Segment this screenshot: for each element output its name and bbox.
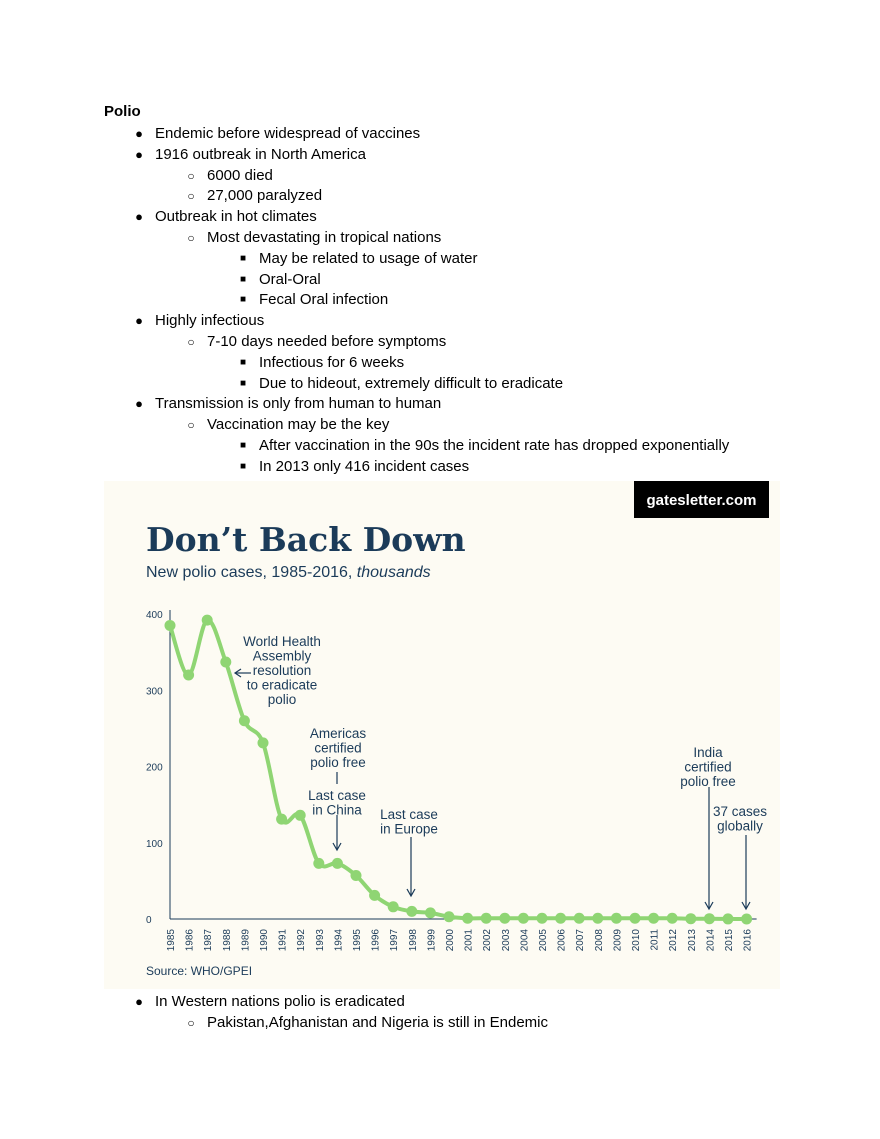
y-tick-label: 400	[146, 610, 163, 621]
data-point	[685, 913, 696, 924]
chart-source: Source: WHO/GPEI	[146, 964, 253, 978]
bullet-item-level-3	[239, 290, 389, 310]
section-title: Polio	[104, 103, 141, 120]
chart-title: Don’t Back Down	[146, 520, 466, 559]
y-tick-label: 300	[146, 686, 163, 698]
bullet-item-level-3	[239, 457, 470, 477]
annotation-wha: Assembly	[252, 648, 312, 664]
bullet-marker-icon: ●	[135, 209, 143, 225]
x-tick-label: 1995	[352, 929, 363, 952]
bullet-marker-icon: ○	[187, 231, 195, 245]
bullet-marker-icon: ○	[187, 189, 195, 204]
x-tick-label: 1985	[166, 929, 177, 952]
brand-badge-text: gatesletter.com	[646, 492, 757, 509]
x-tick-label: 1993	[314, 929, 326, 952]
data-point	[369, 890, 380, 901]
bullet-marker-icon: ●	[135, 313, 143, 329]
polio-chart-figure	[104, 481, 780, 989]
annotation-americas: polio free	[310, 755, 366, 770]
bullet-item-level-3	[239, 353, 405, 373]
bullet-marker-icon: ○	[187, 1015, 195, 1030]
annotation-cases: 37 cases	[712, 804, 768, 819]
bullet-item-level-1	[135, 311, 265, 331]
x-tick-label: 2001	[463, 929, 475, 952]
x-tick-label: 1989	[240, 929, 252, 952]
bullet-item-level-2	[187, 332, 447, 352]
bullet-text: Fecal Oral infection	[259, 291, 389, 309]
bullet-text: Vaccination may be the key	[207, 416, 390, 434]
bullet-text: After vaccination in the 90s the incident rate has dropped exponentially	[259, 437, 730, 454]
bullet-marker-icon: ■	[239, 294, 247, 306]
x-tick-label: 2009	[612, 929, 624, 952]
x-tick-label: 1992	[296, 929, 308, 952]
data-point	[351, 870, 362, 881]
x-tick-label: 1991	[277, 929, 289, 952]
x-tick-label: 1999	[426, 929, 438, 952]
data-point	[276, 814, 287, 825]
data-point	[425, 907, 436, 918]
data-point	[313, 858, 324, 869]
x-tick-label: 2000	[445, 929, 456, 952]
x-tick-label: 2015	[724, 929, 735, 952]
data-point	[239, 715, 250, 726]
data-point	[518, 913, 529, 924]
data-point	[295, 810, 306, 821]
bullet-text: 7-10 days needed before symptoms	[207, 333, 447, 350]
annotation-india: polio free	[680, 774, 736, 789]
x-tick-label: 2011	[649, 929, 661, 951]
y-tick-label: 200	[146, 762, 163, 774]
bullet-item-level-1	[135, 124, 421, 144]
bullet-marker-icon: ○	[187, 418, 195, 433]
bullet-text: Due to hideout, extremely difficult to eradicate	[259, 374, 564, 392]
bullet-marker-icon: ○	[187, 335, 195, 349]
x-tick-label: 1988	[221, 929, 233, 952]
bullet-text: Outbreak in hot climates	[155, 208, 317, 226]
data-point	[406, 906, 417, 917]
bullet-text: Endemic before widespread of vaccines	[155, 125, 421, 142]
bullet-text: Transmission is only from human to human	[155, 395, 442, 413]
x-tick-label: 1998	[407, 929, 419, 952]
annotation-cases: globally	[717, 818, 763, 834]
data-point	[444, 911, 455, 922]
bullet-text: 1916 outbreak in North America	[155, 145, 366, 163]
annotation-india: certified	[684, 759, 732, 775]
data-point	[332, 858, 343, 869]
y-tick-label: 100	[146, 838, 163, 850]
data-point	[630, 913, 641, 924]
data-point	[741, 913, 752, 924]
bullet-item-level-1	[135, 207, 317, 227]
x-tick-label: 1996	[370, 929, 382, 952]
data-point	[574, 913, 585, 924]
bullet-text: In Western nations polio is eradicated	[155, 993, 405, 1010]
bullet-item-level-3	[239, 436, 730, 456]
x-tick-label: 1990	[259, 929, 270, 952]
bullet-item-level-1	[135, 145, 366, 165]
data-point	[165, 620, 176, 631]
x-tick-label: 2010	[631, 929, 642, 952]
chart-subtitle-main: New polio cases, 1985-2016,	[146, 564, 357, 581]
x-tick-label: 2002	[482, 929, 494, 952]
x-tick-label: 1994	[333, 929, 345, 952]
bullet-text: Highly infectious	[155, 312, 265, 330]
x-tick-label: 2003	[500, 929, 512, 952]
annotation-wha: World Health	[243, 634, 321, 649]
annotation-americas: certified	[314, 740, 362, 756]
data-point	[220, 657, 231, 668]
bullet-marker-icon: ●	[135, 994, 143, 1009]
bullet-text: In 2013 only 416 incident cases	[259, 457, 470, 475]
data-point	[462, 913, 473, 924]
bullet-marker-icon: ■	[239, 377, 247, 389]
bullet-item-level-3	[239, 249, 478, 269]
data-point	[481, 913, 492, 924]
bullet-text: Pakistan,Afghanistan and Nigeria is still in Endemic	[207, 1013, 549, 1031]
x-tick-label: 2014	[705, 929, 717, 952]
bullet-item-level-3	[239, 270, 321, 290]
bullet-marker-icon: ●	[135, 396, 143, 412]
bullet-text: Most devastating in tropical nations	[207, 229, 442, 246]
annotation-europe: in Europe	[380, 821, 438, 837]
bullet-marker-icon: ■	[239, 252, 247, 264]
data-point	[555, 913, 566, 924]
bullet-marker-icon: ■	[239, 356, 247, 368]
x-tick-label: 2008	[593, 929, 605, 952]
x-tick-label: 2004	[519, 929, 531, 952]
bullet-item-level-2	[187, 1013, 549, 1033]
chart-subtitle-units: thousands	[356, 564, 431, 581]
data-point	[723, 913, 734, 924]
x-tick-label: 2016	[742, 929, 754, 952]
data-point	[704, 913, 715, 924]
annotation-wha: resolution	[252, 663, 312, 678]
x-tick-label: 2012	[668, 929, 680, 952]
bullet-marker-icon: ○	[187, 168, 195, 183]
annotation-americas: Americas	[309, 726, 367, 741]
annotation-wha: polio	[267, 692, 297, 707]
y-tick-label: 0	[146, 915, 152, 926]
x-tick-label: 2007	[575, 929, 587, 952]
data-point	[202, 615, 213, 626]
x-tick-label: 1986	[184, 929, 196, 952]
x-tick-label: 2013	[686, 929, 698, 952]
bullet-marker-icon: ●	[135, 126, 143, 141]
bullet-item-level-3	[239, 374, 564, 394]
bullet-item-level-2	[187, 228, 442, 248]
annotation-wha: to eradicate	[246, 677, 318, 693]
x-tick-label: 2005	[538, 929, 549, 952]
data-point	[388, 901, 399, 912]
annotation-china: Last case	[308, 788, 366, 803]
bullet-text: 6000 died	[207, 166, 273, 184]
data-point	[258, 737, 269, 748]
bullet-text: May be related to usage of water	[259, 249, 478, 267]
bullet-item-level-1	[135, 992, 405, 1012]
polio-line-chart	[104, 481, 780, 989]
annotation-india: India	[693, 745, 723, 760]
bullet-text: Infectious for 6 weeks	[259, 353, 405, 371]
x-tick-label: 1987	[203, 929, 215, 952]
annotation-europe: Last case	[380, 807, 438, 822]
bullet-marker-icon: ■	[239, 460, 247, 472]
bullet-marker-icon: ■	[239, 440, 247, 451]
bullet-text: 27,000 paralyzed	[207, 187, 323, 205]
data-point	[592, 913, 603, 924]
data-point	[667, 913, 678, 924]
bullet-marker-icon: ■	[239, 273, 247, 285]
bullet-marker-icon: ●	[135, 146, 143, 162]
bullet-item-level-2	[187, 166, 273, 186]
bullet-item-level-2	[187, 415, 390, 435]
bullet-item-level-2	[187, 186, 323, 206]
annotation-china: in China	[312, 802, 362, 818]
chart-subtitle	[146, 564, 431, 581]
data-point	[537, 913, 548, 924]
data-point	[648, 913, 659, 924]
bullet-text: Oral-Oral	[259, 270, 321, 288]
data-point	[499, 913, 510, 924]
bullet-item-level-1	[135, 394, 442, 414]
x-tick-label: 1997	[389, 929, 401, 952]
x-tick-label: 2006	[556, 929, 568, 952]
data-point	[183, 670, 194, 681]
data-point	[611, 913, 622, 924]
